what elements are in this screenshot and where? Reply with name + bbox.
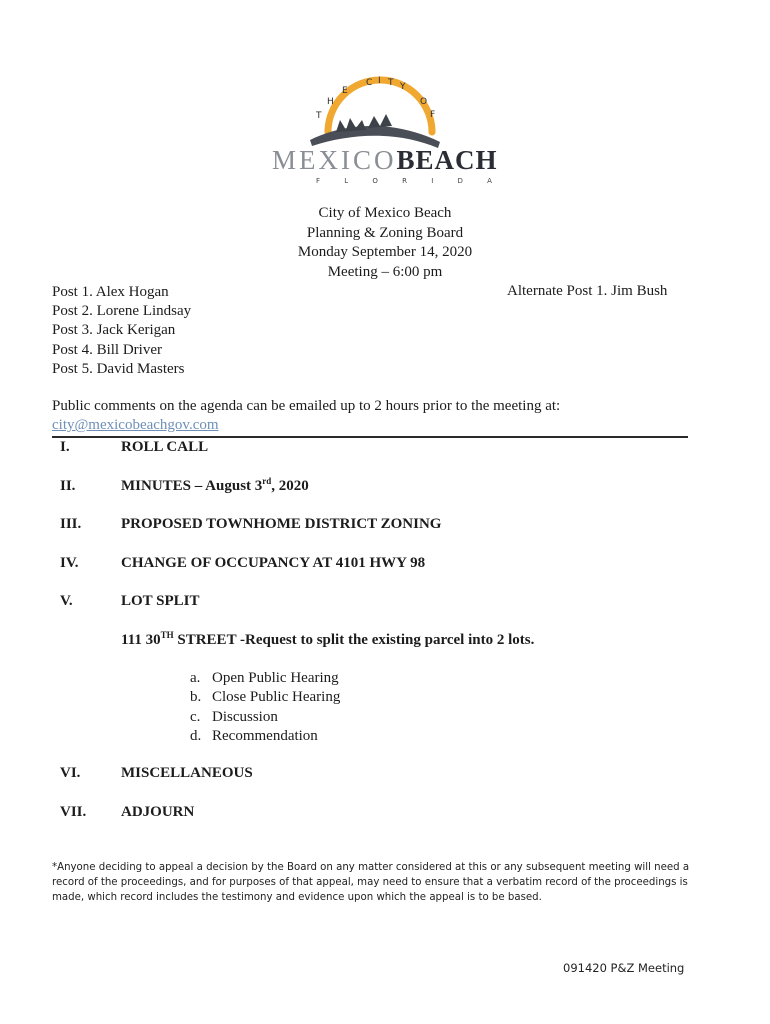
appeal-footnote: *Anyone deciding to appeal a decision by the Board on any matter considered at this or any subsequent meeting will need a record of the proceedings, and for purposes of that appeal, may need to ensure that a verbatim record of the proceedings is made, which record includes the testimony and evidence upon which the appeal is to be based. [52,862,690,903]
list-item: b. Close Public Hearing [190,689,341,706]
email-link[interactable]: city@mexicobeachgov.com [52,417,219,433]
logo-arc-letter: T [388,78,394,88]
logo-word-beach: BEACH [396,145,498,175]
logo-state: F L O R I D A [316,177,503,185]
lot-split-detail: 111 30TH STREET -Request to split the existing parcel into 2 lots. [121,630,535,648]
member-post-4: Post 4. Bill Driver [52,341,163,358]
agenda-item-number: VII. [60,804,87,820]
logo-word-mexico: MEXICO [272,145,397,175]
agenda-item-townhome-zoning: PROPOSED TOWNHOME DISTRICT ZONING [121,516,442,532]
agenda-item-number: III. [60,516,82,532]
logo-wordmark [272,145,498,176]
board-members [52,283,191,379]
logo-building-icon [336,118,366,132]
document-code: 091420 P&Z Meeting [563,961,685,975]
lot-split-subitems [190,669,340,747]
logo-arc-letter: E [342,86,348,96]
member-post-1: Post 1. Alex Hogan [52,284,169,300]
agenda-item-number: I. [60,439,70,455]
agenda-item-lot-split: LOT SPLIT [121,593,200,609]
agenda-item-minutes: MINUTES – August 3rd, 2020 [121,476,309,494]
logo-arc-letter: H [327,97,334,107]
alternate-member: Alternate Post 1. Jim Bush [507,283,668,299]
logo-arc-letter: Y [400,82,406,92]
logo-building-icon [368,114,392,128]
logo-arc-letter: T [316,111,322,121]
header-time: Meeting – 6:00 pm [327,263,443,280]
agenda-item-number: V. [60,593,73,609]
logo-arc-letter: O [420,97,428,107]
member-post-5: Post 5. David Masters [52,360,185,377]
logo-arc-letter: I [378,76,381,86]
agenda-item-number: VI. [60,765,81,781]
meeting-header [200,204,570,282]
divider [52,436,688,438]
member-post-2: Post 2. Lorene Lindsay [52,303,192,320]
agenda-item-roll-call: ROLL CALL [121,439,209,455]
header-date: Monday September 14, 2020 [297,244,473,260]
public-comment-note: Public comments on the agenda can be emailed up to 2 hours prior to the meeting at: [52,398,561,414]
list-item: c. Discussion [190,708,278,725]
logo-arc-letter: C [366,78,373,88]
agenda-item-miscellaneous: MISCELLANEOUS [121,765,253,781]
list-item: d. Recommendation [190,728,318,745]
header-city: City of Mexico Beach [318,205,452,221]
logo-arc-letter: F [430,110,436,120]
member-post-3: Post 3. Jack Kerigan [52,322,176,339]
agenda-item-adjourn: ADJOURN [121,804,195,820]
header-board: Planning & Zoning Board [306,224,464,241]
agenda-item-change-occupancy: CHANGE OF OCCUPANCY AT 4101 HWY 98 [121,555,426,571]
agenda-item-number: IV. [60,555,79,571]
agenda-item-number: II. [60,478,76,494]
list-item: a. Open Public Hearing [190,670,339,686]
